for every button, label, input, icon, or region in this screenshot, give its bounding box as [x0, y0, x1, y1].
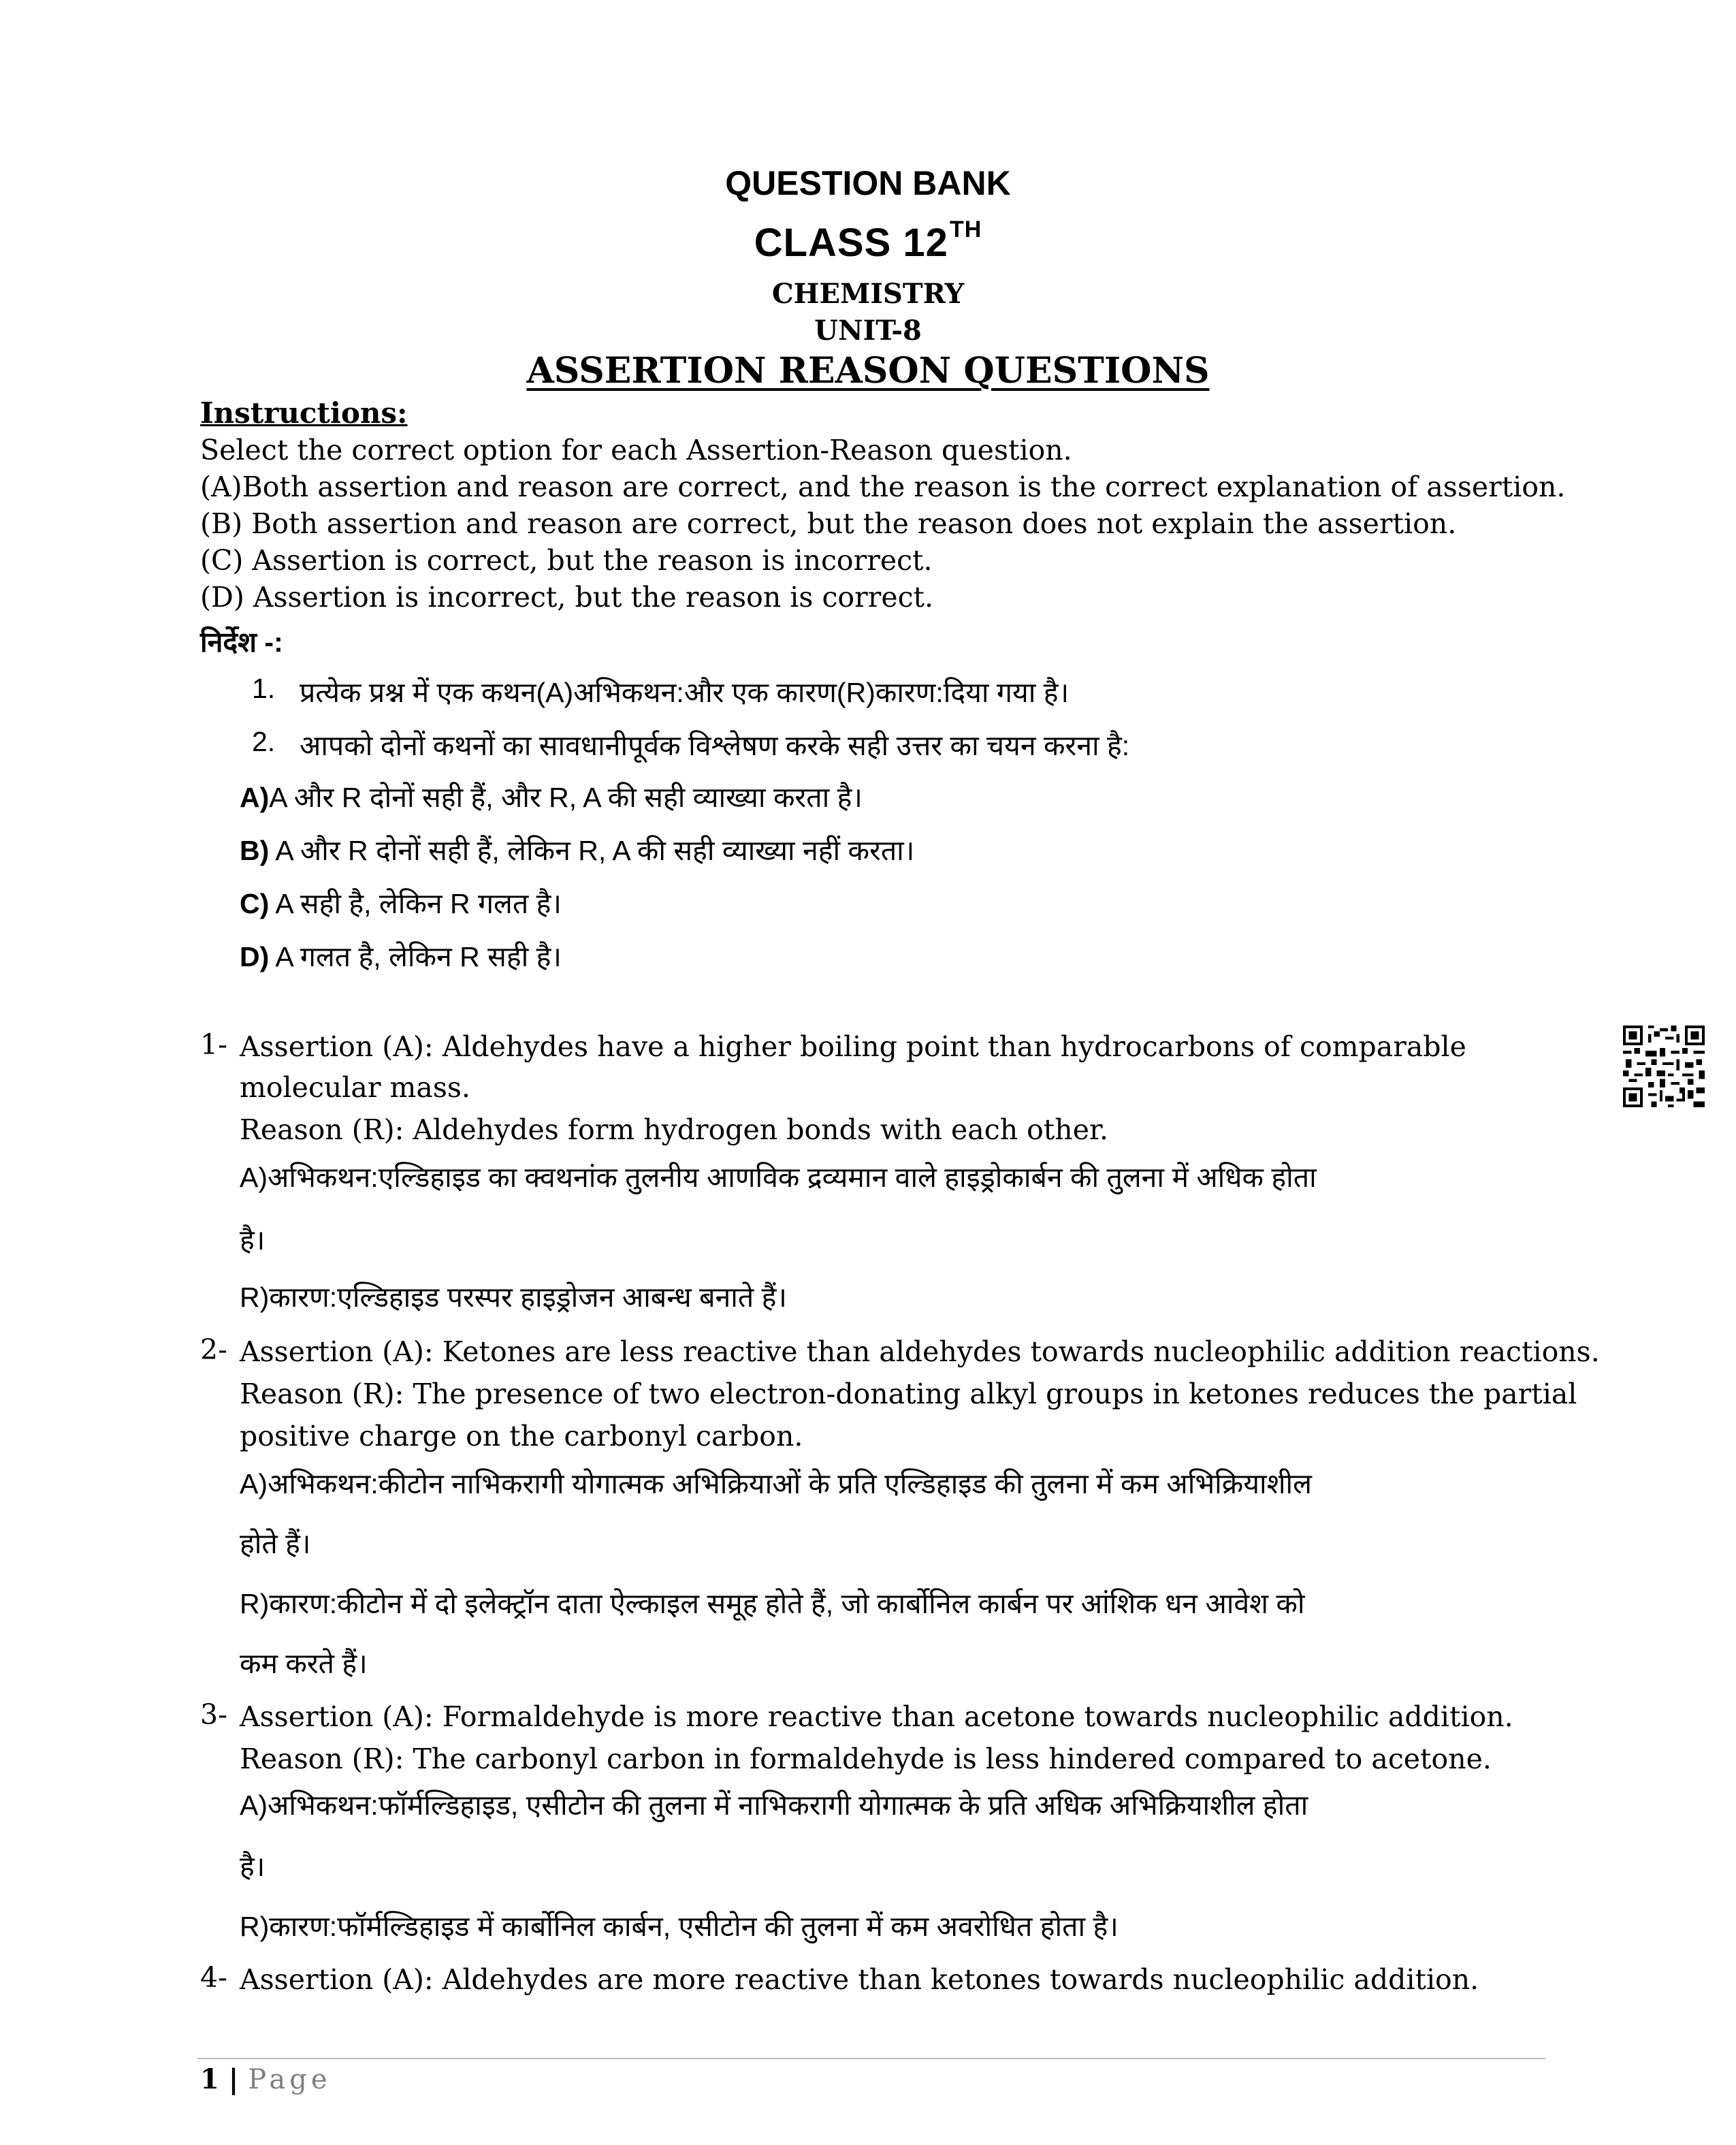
- hindi-option-text: A और R दोनों सही हैं, और R, A की सही व्याख्या करता है।: [269, 782, 863, 813]
- hindi-reason-line: R)कारण:एल्डिहाइड परस्पर हाइड्रोजन आबन्ध बनाते हैं।: [240, 1282, 787, 1313]
- hindi-point-text: आपको दोनों कथनों का सावधानीपूर्वक विश्लेषण करके सही उत्तर का चयन करना है:: [300, 730, 1130, 761]
- hindi-assertion-line: है।: [240, 1224, 266, 1256]
- instruction-line: Select the correct option for each Assertion-Reason question.: [200, 434, 1072, 466]
- hindi-option-text: A और R दोनों सही हैं, लेकिन R, A की सही व्याख्या नहीं करता।: [269, 835, 915, 866]
- hindi-reason-line: कम करते हैं।: [240, 1648, 368, 1679]
- hindi-option: [240, 831, 914, 869]
- assertion-line: molecular mass.: [240, 1071, 470, 1104]
- hindi-reason-line: R)कारण:फॉर्मल्डिहाइड में कार्बोनिल कार्बन, एसीटोन की तुलना में कम अवरोधित होता है।: [240, 1911, 1119, 1942]
- reason-line: Reason (R): The presence of two electron-donating alkyl groups in ketones reduces the partial: [240, 1378, 1577, 1410]
- hindi-assertion-line: होते हैं।: [240, 1528, 311, 1559]
- qr-code-icon: [1623, 1026, 1705, 1107]
- assertion-line: Assertion (A): Ketones are less reactive than aldehydes towards nucleophilic addition reactions.: [240, 1335, 1600, 1368]
- question-number: 4-: [200, 1961, 227, 1994]
- hindi-option-label: B): [240, 835, 270, 866]
- question-bank-title: QUESTION BANK: [725, 164, 1011, 202]
- hindi-point-text: प्रत्येक प्रश्न में एक कथन(A)अभिकथन:और एक कारण(R)कारण:दिया गया है।: [300, 677, 1070, 708]
- reason-line: Reason (R): The carbonyl carbon in formaldehyde is less hindered compared to acetone.: [240, 1743, 1492, 1775]
- hindi-point-number: 1.: [252, 673, 276, 704]
- question-number: 3-: [200, 1698, 227, 1731]
- class-heading: [0, 217, 1736, 266]
- page-word: Page: [248, 2064, 332, 2095]
- instruction-line: (C) Assertion is correct, but the reason is incorrect.: [200, 544, 933, 577]
- subject-heading: CHEMISTRY: [771, 278, 965, 310]
- section-title: ASSERTION REASON QUESTIONS: [526, 350, 1210, 392]
- reason-line: Reason (R): Aldehydes form hydrogen bonds with each other.: [240, 1113, 1109, 1146]
- page-number: 1: [200, 2063, 219, 2095]
- hindi-option: [240, 778, 863, 816]
- instructions-title: Instructions:: [200, 396, 408, 430]
- hindi-option-text: A सही है, लेकिन R गलत है।: [269, 888, 562, 919]
- hindi-point-number: 2.: [252, 726, 276, 757]
- assertion-line: Assertion (A): Aldehydes are more reactive than ketones towards nucleophilic addition.: [240, 1963, 1479, 1996]
- assertion-line: Assertion (A): Aldehydes have a higher boiling point than hydrocarbons of comparable: [240, 1030, 1466, 1063]
- footer-divider: [197, 2058, 1545, 2059]
- footer-separator: |: [219, 2063, 248, 2095]
- question-number: 1-: [200, 1028, 227, 1061]
- question-number: 2-: [200, 1333, 227, 1366]
- class-label: CLASS 12: [754, 221, 948, 265]
- instruction-line: (B) Both assertion and reason are correct, but the reason does not explain the assertion.: [200, 507, 1457, 540]
- hindi-reason-line: R)कारण:कीटोन में दो इलेक्ट्रॉन दाता ऐल्काइल समूह होते हैं, जो कार्बोनिल कार्बन पर आंशिक धन आवेश को: [240, 1588, 1305, 1619]
- hindi-assertion-line: A)अभिकथन:कीटोन नाभिकरागी योगात्मक अभिक्रियाओं के प्रति एल्डिहाइड की तुलना में कम अभिक्रियाशील: [240, 1468, 1312, 1499]
- hindi-instructions-title: निर्देश -:: [200, 626, 283, 658]
- hindi-option: [240, 937, 562, 975]
- class-superscript: TH: [949, 217, 982, 242]
- hindi-assertion-line: A)अभिकथन:एल्डिहाइड का क्वथनांक तुलनीय आणविक द्रव्यमान वाले हाइड्रोकार्बन की तुलना में अधिक होता: [240, 1162, 1317, 1193]
- hindi-option-text: A गलत है, लेकिन R सही है।: [269, 941, 562, 972]
- hindi-option-label: D): [240, 941, 270, 972]
- hindi-option-label: C): [240, 888, 270, 919]
- instruction-line: (D) Assertion is incorrect, but the reason is correct.: [200, 581, 934, 614]
- assertion-line: Assertion (A): Formaldehyde is more reactive than acetone towards nucleophilic addition.: [240, 1700, 1513, 1733]
- hindi-option-label: A): [240, 782, 270, 813]
- hindi-option: [240, 884, 562, 922]
- instruction-line: (A)Both assertion and reason are correct, and the reason is the correct explanation of assertion.: [200, 471, 1566, 503]
- page-footer: [200, 2063, 332, 2095]
- unit-heading: UNIT-8: [814, 315, 922, 347]
- hindi-assertion-line: A)अभिकथन:फॉर्मल्डिहाइड, एसीटोन की तुलना में नाभिकरागी योगात्मक के प्रति अधिक अभिक्रियाशील होता: [240, 1790, 1308, 1821]
- hindi-assertion-line: है।: [240, 1851, 266, 1882]
- reason-line: positive charge on the carbonyl carbon.: [240, 1420, 803, 1452]
